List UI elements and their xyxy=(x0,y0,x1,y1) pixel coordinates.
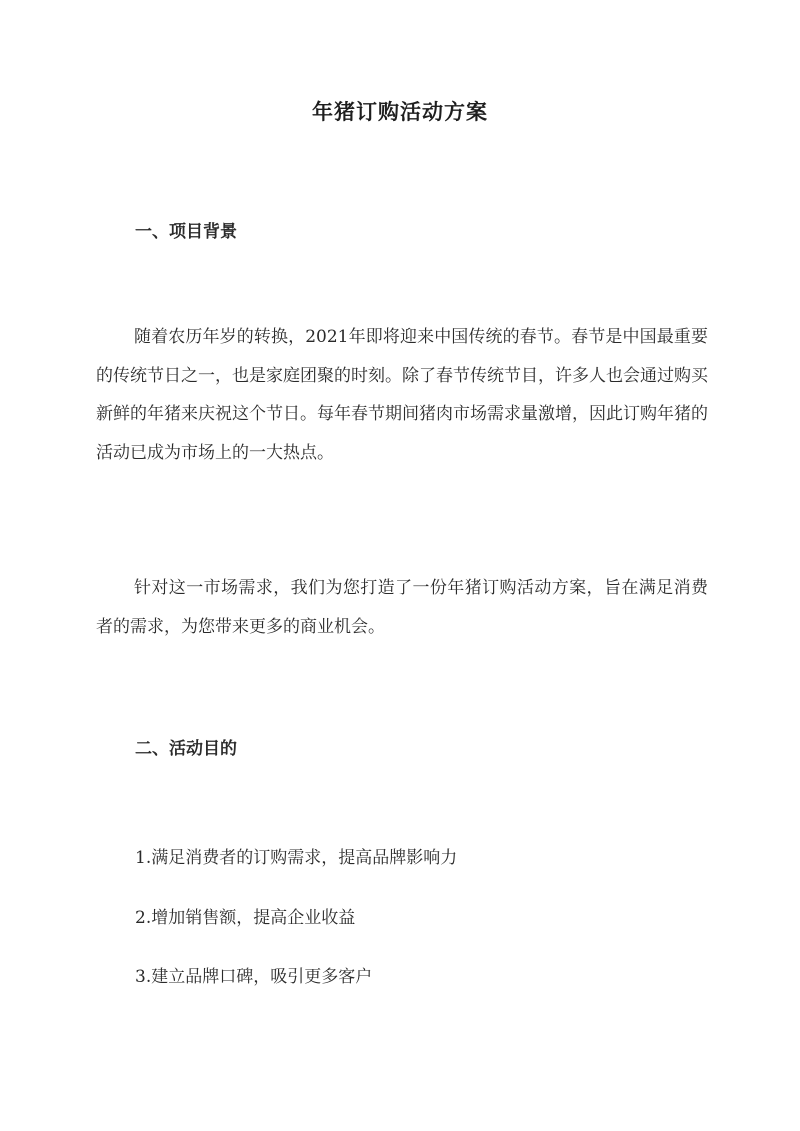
purpose-list-item-2: 2.增加销售额，提高企业收益 xyxy=(135,908,356,928)
background-paragraph-1: 随着农历年岁的转换，2021年即将迎来中国传统的春节。春节是中国最重要的传统节日之一，也是家庭团聚的时刻。除了春节传统节目，许多人也会通过购买新鲜的年猪来庆祝这个节日。每年春节期间猪肉市场需求量激增，因此订购年猪的活动已成为市场上的一大热点。 xyxy=(96,327,708,463)
section-heading-purpose: 二、活动目的 xyxy=(135,739,237,759)
background-paragraph-2: 针对这一市场需求，我们为您打造了一份年猪订购活动方案，旨在满足消费者的需求，为您带来更多的商业机会。 xyxy=(96,578,708,637)
section-heading-background: 一、项目背景 xyxy=(135,222,237,242)
purpose-list-item-3: 3.建立品牌口碑，吸引更多客户 xyxy=(135,967,373,987)
purpose-list-item-1: 1.满足消费者的订购需求，提高品牌影响力 xyxy=(135,848,458,868)
document-title: 年猪订购活动方案 xyxy=(312,99,488,124)
